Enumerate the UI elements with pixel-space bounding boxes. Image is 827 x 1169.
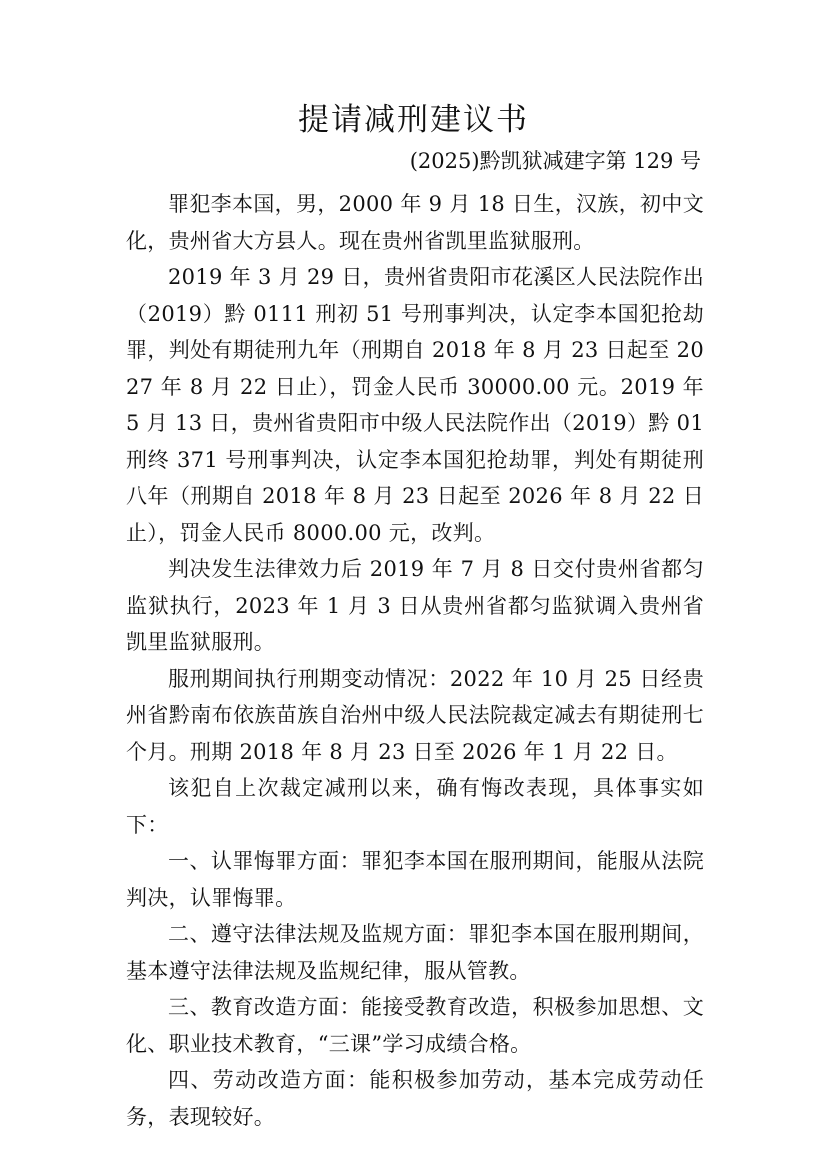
paragraph-criminal-info: 罪犯李本国，男，2000 年 9 月 18 日生，汉族，初中文化，贵州省大方县人。现在贵州省凯里监狱服刑。 (126, 192, 704, 253)
paragraph-sentence-changes: 服刑期间执行刑期变动情况：2022 年 10 月 25 日经贵州省黔南布依族苗族自治州中级人民法院裁定减去有期徒刑七个月。刑期 2018 年 8 月 23 日至 2026 年 1 月 22 日。 (126, 666, 704, 764)
paragraph-transfer: 判决发生法律效力后 2019 年 7 月 8 日交付贵州省都匀监狱执行，2023 年 1 月 3 日从贵州省都匀监狱调入贵州省凯里监狱服刑。 (126, 557, 704, 654)
paragraph-item-obey-rules: 二、遵守法律法规及监规方面：罪犯李本国在服刑期间，基本遵守法律法规及监规纪律，服从管教。 (126, 922, 704, 983)
document-number: (2025)黔凯狱减建字第 129 号 (409, 149, 701, 173)
document-title: 提请减刑建议书 (298, 102, 529, 138)
paragraph-repentance-intro: 该犯自上次裁定减刑以来，确有悔改表现，具体事实如下： (126, 776, 704, 837)
paragraph-item-education: 三、教育改造方面：能接受教育改造，积极参加思想、文化、职业技术教育，“三课”学习成绩合格。 (126, 995, 704, 1056)
paragraph-item-admit-guilt: 一、认罪悔罪方面：罪犯李本国在服刑期间，能服从法院判决，认罪悔罪。 (126, 849, 704, 910)
paragraph-judgments: 2019 年 3 月 29 日，贵州省贵阳市花溪区人民法院作出（2019）黔 0111 刑初 51 号刑事判决，认定李本国犯抢劫罪，判处有期徒刑九年（刑期自 2018 年 8 月 23 日起至 2027 年 8 月 22 日止），罚金人民币 30000.00 元。2019 年 5 月 13 日，贵州省贵阳市中级人民法院作出（2019）黔 01 刑终 371 号刑事判决，认定李本国犯抢劫罪，判处有期徒刑八年（刑期自 2018 年 8 月 23 日起至 2026 年 8 月 22 日止），罚金人民币 8000.00 元，改判。 (126, 265, 704, 545)
document-body (126, 186, 704, 1135)
paragraph-item-labor: 四、劳动改造方面：能积极参加劳动，基本完成劳动任务，表现较好。 (126, 1068, 704, 1129)
